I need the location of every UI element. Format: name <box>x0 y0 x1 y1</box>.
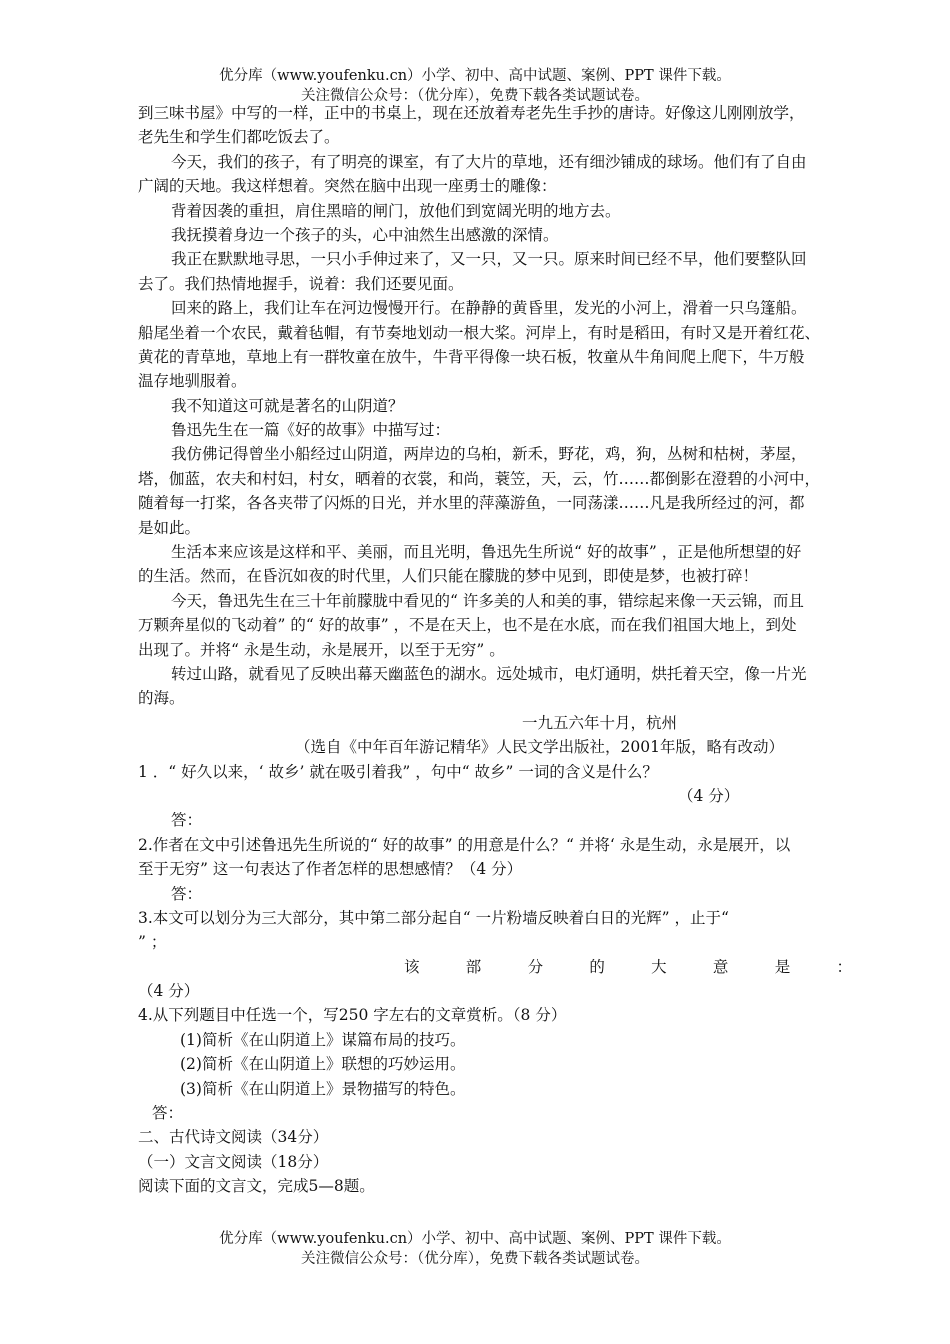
body-line: 背着因袭的重担，肩住黑暗的闸门，放他们到宽阔光明的地方去。 <box>171 201 621 220</box>
page-header <box>0 66 950 106</box>
source-citation: （选自《中年百年游记精华》人民文学出版社，2001年版，略有改动） <box>295 738 784 757</box>
body-line: 的生活。然而，在昏沉如夜的时代里，人们只能在朦胧的梦中见到，即使是梦，也被打碎！ <box>138 567 759 586</box>
question-3-line-1: 3.本文可以划分为三大部分，其中第二部分起自“ 一片粉墙反映着白日的光辉” ，止于“ <box>138 908 729 927</box>
document-body <box>138 101 862 1199</box>
question-3-main-idea-prompt <box>138 955 862 979</box>
section-2-subtitle: （一）文言文阅读（18分） <box>138 1152 329 1171</box>
date-line: 一九五六年十月，杭州 <box>522 713 678 732</box>
body-line: 随着每一打桨，各各夹带了闪烁的日光，并水里的萍藻游鱼，一同荡漾……凡是我所经过的河，都 <box>138 494 805 513</box>
question-4-option: (1)简析《在山阴道上》谋篇布局的技巧。 <box>180 1030 466 1049</box>
spread-char: 意 <box>712 957 729 976</box>
body-line: 的海。 <box>138 689 185 708</box>
question-3-line-2: ” ； <box>138 933 167 952</box>
page-footer <box>0 1229 950 1269</box>
body-line: 万颗奔星似的飞动着” 的“ 好的故事” ，不是在天上，也不是在水底，而在我们祖国大地上，到处 <box>138 616 797 635</box>
body-line: 广阔的天地。我这样想着。突然在脑中出现一座勇士的雕像： <box>138 177 557 196</box>
section-2-instruction: 阅读下面的文言文，完成5—8题。 <box>138 1177 375 1196</box>
body-line: 鲁迅先生在一篇《好的故事》中描写过： <box>171 421 451 440</box>
body-line: 到三味书屋》中写的一样，正中的书桌上，现在还放着寿老先生手抄的唐诗。好像这儿刚刚放学， <box>138 104 805 122</box>
body-line: 我正在默默地寻思，一只小手伸过来了，又一只，又一只。原来时间已经不早，他们要整队回 <box>171 250 807 269</box>
body-line: 生活本来应该是这样和平、美丽，而且光明，鲁迅先生所说“ 好的故事” ，正是他所想望的好 <box>171 543 802 562</box>
question-1-score: （4 分） <box>678 786 740 805</box>
answer-label: 答： <box>171 811 203 830</box>
header-line-2: 关注微信公众号：（优分库），免费下载各类试题试卷。 <box>301 88 649 104</box>
spread-char: 部 <box>465 957 482 976</box>
body-line: 塔，伽蓝，农夫和村妇，村女，晒着的衣裳，和尚，蓑笠，天，云，竹……都倒影在澄碧的小河中， <box>138 469 821 488</box>
header-line-1: 优分库（www.youfenku.cn）小学、初中、高中试题、案例、PPT 课件下载。 <box>219 68 731 84</box>
question-4-option: (3)简析《在山阴道上》景物描写的特色。 <box>180 1079 466 1098</box>
spread-char: ： <box>836 957 852 976</box>
body-line: 去了。我们热情地握手，说着：我们还要见面。 <box>138 274 464 293</box>
spread-char: 分 <box>527 957 544 976</box>
footer-line-1: 优分库（www.youfenku.cn）小学、初中、高中试题、案例、PPT 课件下载。 <box>219 1231 731 1247</box>
spread-char: 该 <box>404 957 420 976</box>
question-4-option: (2)简析《在山阴道上》联想的巧妙运用。 <box>180 1055 466 1074</box>
body-line: 回来的路上，我们让车在河边慢慢开行。在静静的黄昏里，发光的小河上，滑着一只乌篷船。 <box>171 299 807 318</box>
answer-label: 答： <box>171 884 203 903</box>
question-2-line-1: 2.作者在文中引述鲁迅先生所说的“ 好的故事” 的用意是什么？“ 并将‘ 永是生动，永是展开，以 <box>138 835 791 854</box>
question-4: 4.从下列题目中任选一个，写250 字左右的文章赏析。（8 分） <box>138 1006 567 1025</box>
body-line: 我不知道这可就是著名的山阴道？ <box>171 396 404 415</box>
body-line: 船尾坐着一个农民，戴着毡帽，有节奏地划动一根大桨。河岸上，有时是稻田，有时又是开着红花、 <box>138 323 821 342</box>
body-line: 今天，我们的孩子，有了明亮的课室，有了大片的草地，还有细沙铺成的球场。他们有了自由 <box>171 152 807 171</box>
body-line: 黄花的青草地，草地上有一群牧童在放牛，牛背平得像一块石板，牧童从牛角间爬上爬下，牛万般 <box>138 347 805 366</box>
body-line: 老先生和学生们都吃饭去了。 <box>138 128 340 147</box>
spread-char: 的 <box>589 957 605 976</box>
body-line: 出现了。并将“ 永是生动，永是展开，以至于无穷” 。 <box>138 640 505 659</box>
question-1: 1 ．“ 好久以来，‘ 故乡’ 就在吸引着我” ，句中“ 故乡” 一词的含义是什么？ <box>138 762 658 781</box>
footer-line-2: 关注微信公众号：（优分库），免费下载各类试题试卷。 <box>301 1251 649 1267</box>
body-line: 转过山路，就看见了反映出幕天幽蓝色的湖水。远处城市，电灯通明，烘托着天空，像一片光 <box>171 664 807 683</box>
section-2-title: 二、古代诗文阅读（34分） <box>138 1128 329 1147</box>
spread-char: 是 <box>774 957 791 976</box>
spread-char: 大 <box>651 957 667 976</box>
answer-label: 答： <box>152 1104 184 1123</box>
body-line: 是如此。 <box>138 518 201 537</box>
body-line: 温存地驯服着。 <box>138 372 247 391</box>
body-line: 今天，鲁迅先生在三十年前朦胧中看见的“ 许多美的人和美的事，错综起来像一天云锦，而且 <box>171 591 804 610</box>
question-2-line-2: 至于无穷” 这一句表达了作者怎样的思想感情？（4 分） <box>138 860 523 879</box>
body-line: 我仿佛记得曾坐小船经过山阴道，两岸边的乌桕，新禾，野花，鸡，狗，丛树和枯树，茅屋， <box>171 445 807 464</box>
question-3-score: （4 分） <box>138 982 200 1001</box>
body-line: 我抚摸着身边一个孩子的头，心中油然生出感激的深情。 <box>171 225 559 244</box>
